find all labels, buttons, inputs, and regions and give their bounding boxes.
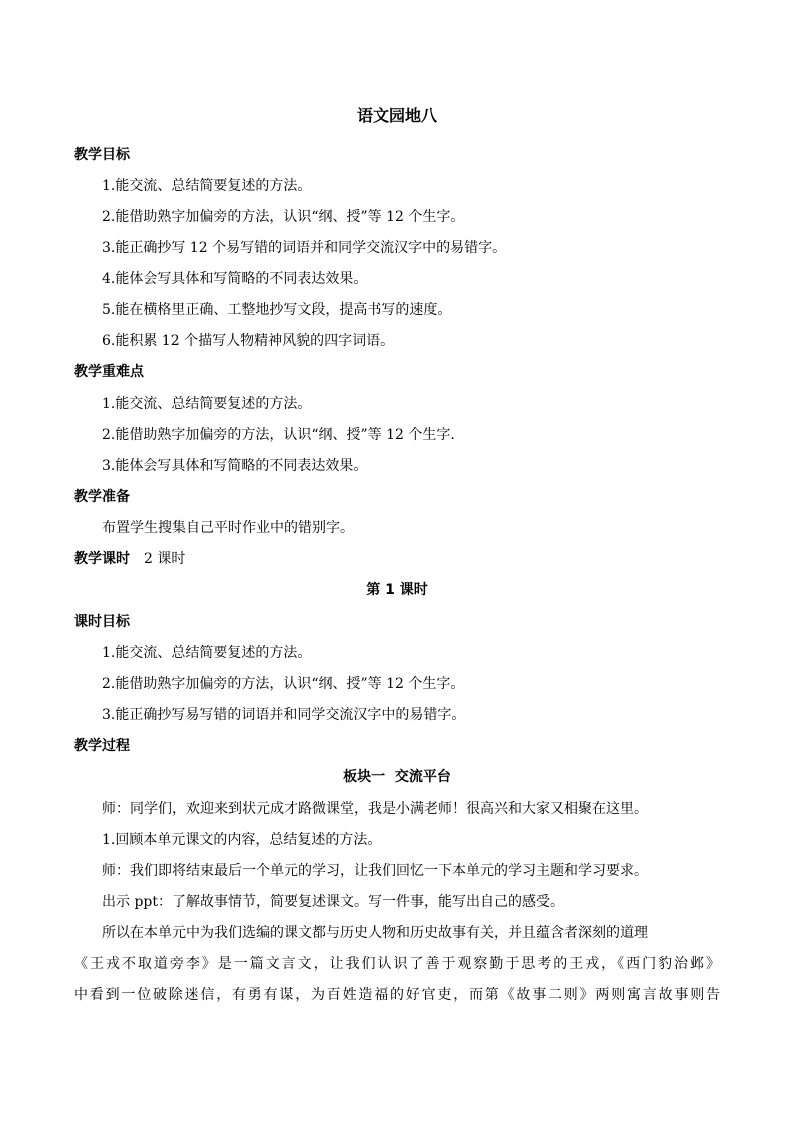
goal-item: 6.能积累 12 个描写人物精神风貌的四字词语。	[102, 333, 395, 349]
goal-item: 5.能在横格里正确、工整地抄写文段，提高书写的速度。	[102, 302, 452, 318]
paragraph: 出示 ppt：了解故事情节，简要复述课文。写一件事，能写出自己的感受。	[102, 894, 564, 910]
key-point-item: 1.能交流、总结简要复述的方法。	[102, 396, 312, 412]
document-title: 语文园地八	[356, 106, 437, 125]
lesson-goal-item: 1.能交流、总结简要复述的方法。	[102, 645, 312, 661]
preparation-text: 布置学生搜集自己平时作业中的错别字。	[102, 520, 354, 536]
lesson-title: 第 1 课时	[366, 582, 428, 598]
hours-row	[74, 549, 185, 569]
paragraph: 《王戎不取道旁李》是一篇文言文，让我们认识了善于观察勤于思考的王戎，《西门豹治邺》	[74, 956, 720, 972]
paragraph: 中看到一位破除迷信，有勇有谋，为百姓造福的好官吏，而第《故事二则》两则寓言故事则告	[74, 987, 720, 1003]
lesson-goals-heading: 课时目标	[74, 614, 130, 630]
paragraph: 所以在本单元中为我们选编的课文都与历史人物和历史故事有关，并且蕴含者深刻的道理	[102, 925, 648, 941]
preparation-heading: 教学准备	[74, 489, 130, 505]
hours-heading: 教学课时	[74, 551, 130, 567]
goal-item: 4.能体会写具体和写简略的不同表达效果。	[102, 271, 368, 287]
goals-heading: 教学目标	[74, 147, 130, 163]
goal-item: 3.能正确抄写 12 个易写错的词语并和同学交流汉字中的易错字。	[102, 240, 507, 256]
key-point-item: 2.能借助熟字加偏旁的方法，认识“纲、授”等 12 个生字.	[102, 427, 455, 443]
lesson-goal-item: 3.能正确抄写易写错的词语并和同学交流汉字中的易错字。	[102, 707, 466, 723]
section-title: 板块一 交流平台	[343, 769, 451, 785]
hours-value: 2 课时	[144, 551, 186, 567]
lesson-goal-item: 2.能借助熟字加偏旁的方法，认识“纲、授”等 12 个生字。	[102, 676, 465, 692]
paragraph: 师：同学们，欢迎来到状元成才路微课堂，我是小满老师！很高兴和大家又相聚在这里。	[102, 801, 648, 817]
goal-item: 1.能交流、总结简要复述的方法。	[102, 178, 312, 194]
paragraph: 师：我们即将结束最后一个单元的学习，让我们回忆一下本单元的学习主题和学习要求。	[102, 863, 648, 879]
paragraph: 1.回顾本单元课文的内容，总结复述的方法。	[102, 832, 382, 848]
key-points-heading: 教学重难点	[74, 364, 144, 380]
key-point-item: 3.能体会写具体和写简略的不同表达效果。	[102, 458, 368, 474]
goal-item: 2.能借助熟字加偏旁的方法，认识“纲、授”等 12 个生字。	[102, 209, 465, 225]
process-heading: 教学过程	[74, 738, 130, 754]
